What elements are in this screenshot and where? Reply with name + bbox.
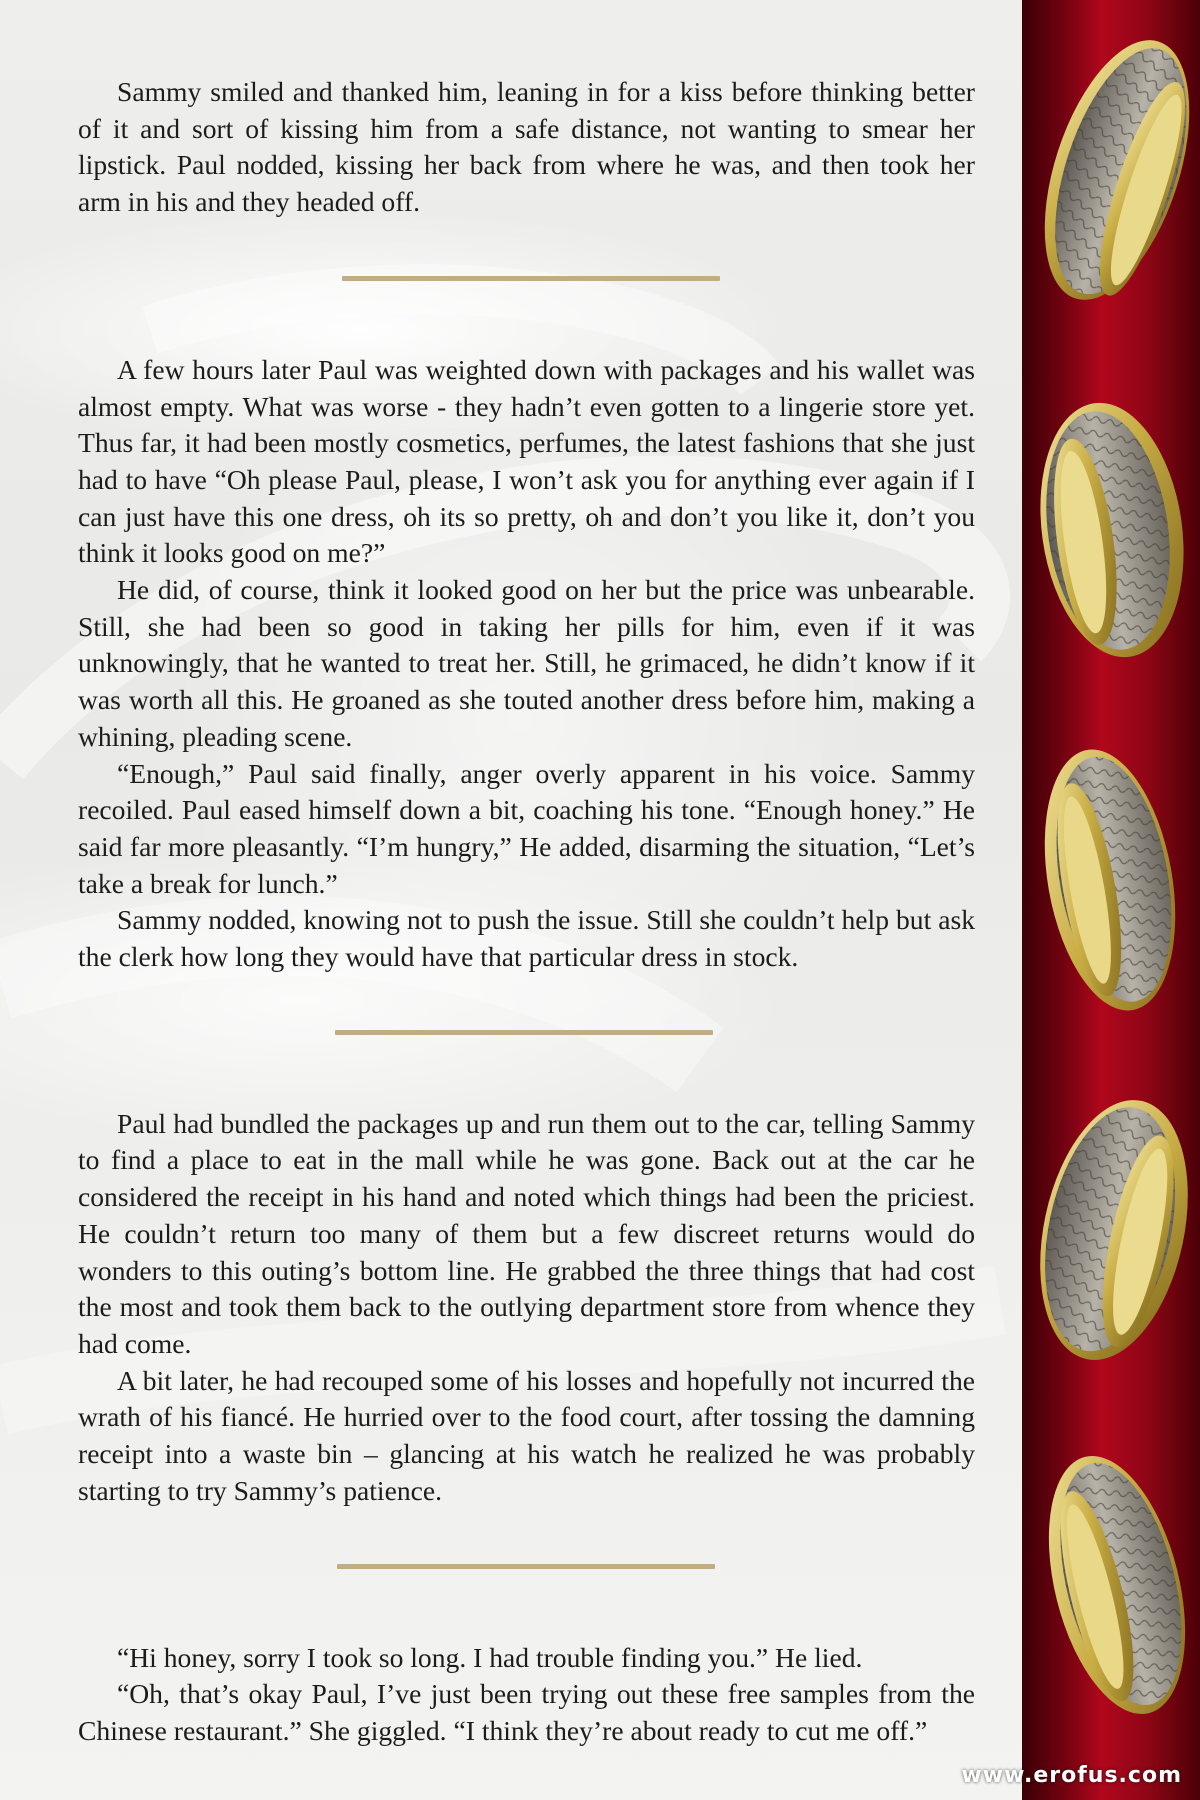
- ring-decoration-strip: [1022, 0, 1200, 1800]
- ring-icon: [1025, 1442, 1200, 1728]
- paragraph: Paul had bundled the packages up and run them out to the car, telling Sammy to find a place to eat in the mall while he was gone. Back out at the car he considered the receipt in his hand and noted which things had been the priciest. He couldn’t return too many of them but a few discreet returns would do wonders to this outing’s bottom line. He grabbed the three things that had cost the most and took them back to the outlying department store from whence they had come.: [78, 1107, 975, 1359]
- rings-illustration: [1022, 0, 1200, 1800]
- story-section-4: [78, 1640, 975, 1750]
- ring-icon: [1026, 739, 1194, 1021]
- ring-icon: [1025, 394, 1199, 667]
- ring-icon: [1022, 1086, 1200, 1373]
- spacer: [78, 281, 975, 352]
- story-text: [78, 74, 975, 1750]
- spacer: [78, 1569, 975, 1640]
- story-section-2: [78, 352, 975, 976]
- paragraph: A bit later, he had recouped some of his losses and hopefully not incurred the wrath of his fiancé. He hurried over to the food court, after tossing the damning receipt into a waste bin – glancing at his watch he realized he was probably starting to try Sammy’s patience.: [78, 1364, 975, 1506]
- paragraph: “Oh, that’s okay Paul, I’ve just been trying out these free samples from the Chinese restaurant.” She giggled. “I think they’re about ready to cut me off.”: [78, 1678, 975, 1746]
- paragraph: A few hours later Paul was weighted down with packages and his wallet was almost empty. What was worse - they hadn’t even gotten to a lingerie store yet. Thus far, it had been mostly cosmetics, perfumes, the latest fashions that she just had to have “Oh please Paul, please, I won’t ask you for anything ever again if I can just have this one dress, oh its so pretty, oh and don’t you like it, don’t you think it looks good on me?”: [78, 353, 975, 569]
- story-section-1: [78, 74, 975, 221]
- paragraph: He did, of course, think it looked good on her but the price was unbearable. Still, she had been so good in taking her pills for him, even if it was unknowingly, that he wanted to treat her. Still, he grimaced, he didn’t know if it was worth all this. He groaned as she touted another dress before him, making a whining, pleading scene.: [78, 574, 975, 752]
- paragraph: Sammy smiled and thanked him, leaning in for a kiss before thinking better of it and sort of kissing him from a safe distance, not wanting to smear her lipstick. Paul nodded, kissing her back from where he was, and then took her arm in his and they headed off.: [78, 76, 975, 218]
- story-section-3: [78, 1106, 975, 1510]
- paragraph: Sammy nodded, knowing not to push the issue. Still she couldn’t help but ask the clerk how long they would have that particular dress in stock.: [78, 904, 975, 973]
- paragraph: “Hi honey, sorry I took so long. I had trouble finding you.” He lied.: [117, 1641, 863, 1673]
- spacer: [78, 1035, 975, 1106]
- ring-icon: [1022, 22, 1200, 317]
- paragraph: “Enough,” Paul said finally, anger overly apparent in his voice. Sammy recoiled. Paul eased himself down a bit, coaching his tone. “Enough honey.” He said far more pleasantly. “I’m hungry,” He added, disarming the situation, “Let’s take a break for lunch.”: [78, 757, 975, 899]
- watermark-text: www.erofus.com: [961, 1763, 1182, 1788]
